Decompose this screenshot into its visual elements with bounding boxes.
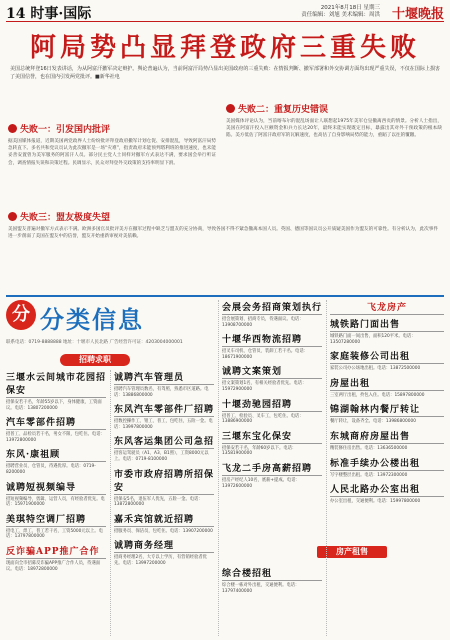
ad-column-3-bottom [222,566,322,594]
ad-item: 十堰华西物流招聘 招叉车司机、仓管员、装卸工若干名。电话：18671900000 [222,332,322,360]
section-2 [226,102,442,140]
ad-item: 标准手续办公楼出租 写字楼整层出租。电话：13972300000 [330,456,444,479]
ad-item: 房屋出租 三室两厅出租，拎包入住。电话：15897800000 [330,376,444,399]
ad-item: 美琪特空调厂招聘 招电工、焊工、普工若干名，工资5000元以上。电话：13797800000 [6,512,106,540]
recruit-label: 招聘求职 [60,354,130,366]
page-date: 2021年8月18日 星期三 责任编辑：刘旭 美术编辑：周洪 [301,5,380,18]
headline: 阿局势凸显拜登政府三重失败 [29,33,420,63]
property-column [330,300,444,509]
section-3-title: 失败三：盟友极度失望 [20,213,111,223]
ad-item: 反诈骗APP推广合作 现面向全市招募反诈骗APP推广合作人员，待遇面议。电话：18972800000 [6,544,106,572]
newspaper-logo: 十堰晚报 [391,7,444,22]
column-divider [110,370,111,636]
section-3 [8,210,438,240]
bullet-icon [8,212,17,221]
ad-item: 嘉禾宾馆就近招聘 招服务员、保洁员，包吃住。电话：13907200000 [114,512,214,535]
column-divider [326,300,327,636]
bullet-icon [226,104,235,113]
classifieds-info: 联系电话：0719-8888888 地址：十堰市人民北路 广告经营许可证：4203004000001 [6,340,183,345]
ad-item: 综合楼招租 综合楼一栋对外出租，交通便利。电话：13797400000 [222,566,322,594]
ad-item: 东风·康祖顾 招聘营业员、仓管员，待遇优厚。电话：0719-8200000 [6,447,106,475]
flea-title: 飞龙房产 [330,300,444,315]
property-label: 房产租售 [317,546,387,558]
ad-item: 三堰东宝化保安 招保安若干名，年龄60岁以下。电话：13581900000 [222,429,322,457]
ad-item: 城铁路门面出售 城铁路门面一间出售，面积120平米。电话：13507280000 [330,317,444,345]
page-header [6,3,444,22]
ad-item: 十堰劲驰园招聘 招普工、检验员、叉车工，包吃住。电话：13886900000 [222,397,322,425]
bullet-icon [8,124,17,133]
ad-item: 汽车零部件招聘 招普工、品检员若干名，男女不限，包吃住。电话：13972800000 [6,415,106,443]
section-2-title: 失败二：重复历史错误 [238,105,329,115]
ad-item: 家庭装修公司出租 家装公司办公场地出租。电话：13872500000 [330,349,444,372]
ad-item: 东风汽车零部件厂招聘 招数控操作工、钳工、普工，包吃住，五险一金。电话：13997800000 [114,402,214,430]
ad-column-3 [222,300,322,493]
classifieds-banner [6,300,216,340]
ad-column-2 [114,370,214,571]
classifieds-logo: 分 [6,300,36,330]
ad-item: 东城商府房屋出售 精装修住房出售。电话：13636500000 [330,429,444,452]
ad-item: 人民北路办公室出租 办公室出租，交通便利。电话：15997800000 [330,482,444,505]
ad-item: 诚聘汽车管理员 招聘汽车管理员数名，有驾照，熟悉市区道路。电话：13886800000 [114,370,214,398]
ad-item: 诚聘商务经理 招商务经理2名，大专以上学历，有营销经验者优先。电话：13997200000 [114,538,214,566]
ad-item: 诚聘文案策划 招文案策划1名，有相关经验者优先。电话：15972900000 [222,364,322,392]
ad-item: 飞龙二手房高薪招聘 招房产经纪人10名，底薪+提成。电话：13972600000 [222,461,322,489]
ad-item: 诚聘短视频编导 招短视频编导、剪辑、运营人员，有经验者优先。电话：15971900000 [6,480,106,508]
ad-item: 东风客运集团公司急招 招客运驾驶员（A1、A3、B1照），工资8000元以上。电话：0719-8100000 [114,434,214,462]
page-label: 14 时事·国际 [6,6,92,22]
section-1-title: 失败一：引发国内批评 [20,125,111,135]
classifieds-title: 分类信息 [40,305,144,334]
section-1-body: 据美国媒体报道，近期美国两党政界人士纷纷批评拜登政府撤军计划仓促、安排混乱，导致阿富汗局势急转直下。多名共和党议员认为此次撤军是一场“灾难”，指责政府未能预判塔利班的推进速度，也未能妥善安置曾为美军服务的阿富汗人员。部分民主党人士同样对撤军方式表达不满，要求国会举行听证会，调查情报失误和决策过程。民调显示，民众对拜登外交政策的支持率明显下滑。 [8,139,216,166]
lead-paragraph: 美国总统拜登16日发表讲话，为从阿富汗撤军决定辩护。舆论普遍认为，当前阿富汗局势凸显出美国政府的三重失败：在情报判断、撤军部署和外交协调方面均出现严重失误，不仅在国际上损害了美国信誉，也在国内引发两党批评。■新华社电 [10,66,440,80]
section-3-body: 美国盟友普遍对撤军方式表示不满。欧洲多国官员批评美方在撤军过程中缺乏与盟友的充分协商，导致各国不得不紧急撤离本国人员。英国、德国等国议员公开质疑美国作为盟友的可靠性。有分析认为，此次事件进一步削弱了美国在盟友中的信誉，盟友开始重新审视对美依赖。 [8,227,438,240]
section-1 [8,122,216,167]
ad-item: 锦湖翰林内餐厅转让 餐厅转让，设备齐全。电话：13986800000 [330,402,444,425]
ad-item: 三堰水云间城市花园招保安 招保安若干名，年龄55岁以下，身体健康，工资面议。电话：13807200000 [6,370,106,411]
ad-item: 会展会务招商策划执行 招会展策划、招商专员，待遇面议。电话：13908700000 [222,300,322,328]
divider [6,295,444,297]
ad-column-1 [6,370,106,576]
section-2-body: 美国媒体评论认为，当前喀布尔的混乱场面让人联想起1975年美军仓皇撤离西贡的情景。分析人士指出，美国在阿富汗投入巨额资金和兵力长达20年，最终未能实现既定目标，暴露出其对外干预政策的根本缺陷。美方低估了阿富汗政府军的瓦解速度，也高估了自身影响局势的能力，重蹈了以往的覆辙。 [226,119,442,139]
ad-item: 市委市政府招聘所招保安 招保安5名，退伍军人优先，五险一金。电话：13872800000 [114,467,214,508]
column-divider [218,300,219,636]
